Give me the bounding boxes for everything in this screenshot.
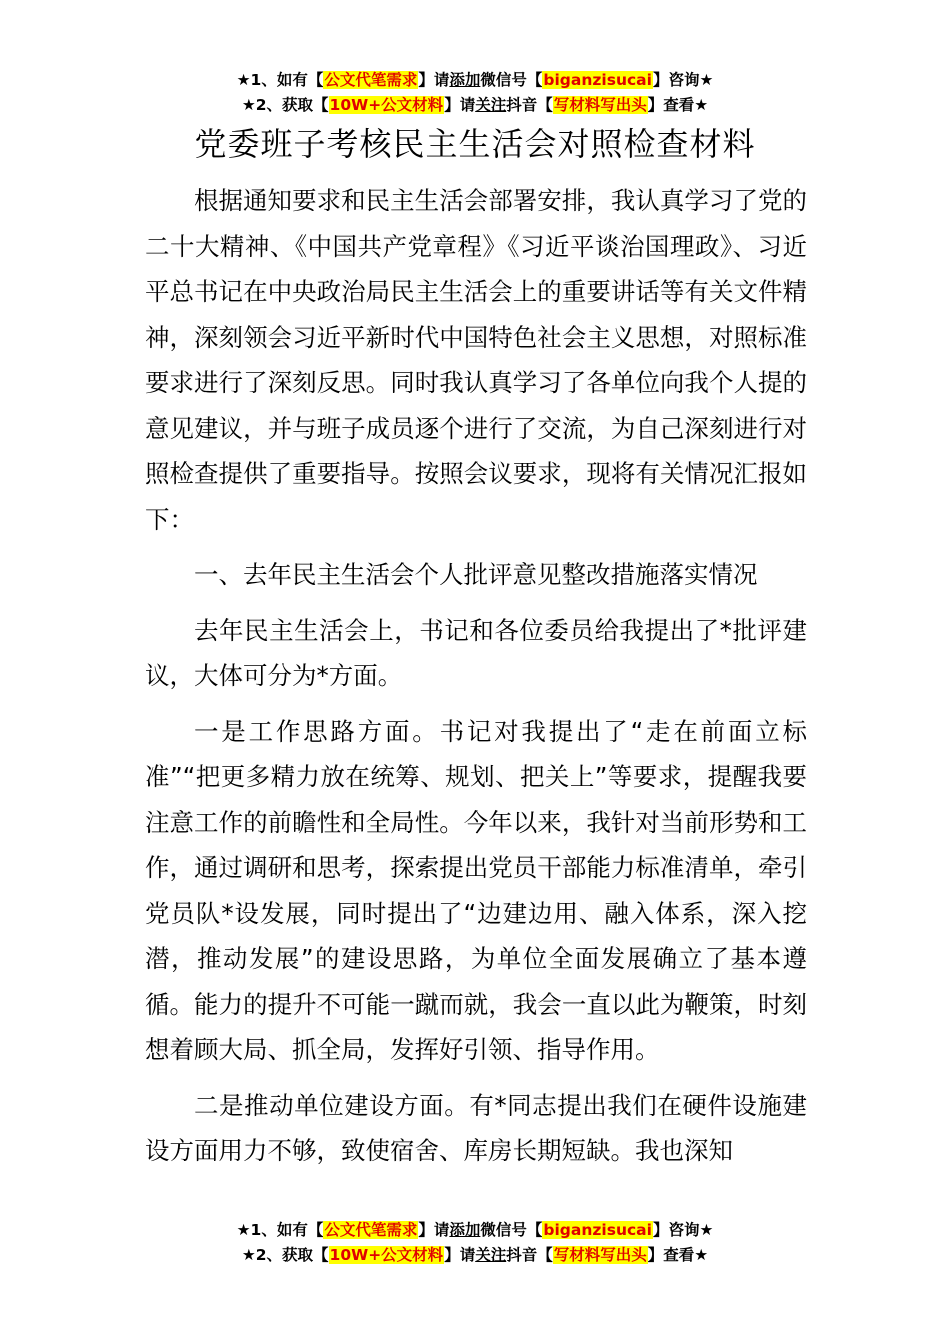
banner-text: 】咨询★ [652,71,714,89]
banner-text: 】请 [444,1246,476,1264]
paragraph-intro: 根据通知要求和民主生活会部署安排，我认真学习了党的二十大精神、《中国共产党章程》《习近平谈治国理政》、习近平总书记在中央政治局民主生活会上的重要讲话等有关文件精神，深刻领会习近平新时代中国特色社会主义思想，对照标准要求进行了深刻反思。同时我认真学习了各单位向我个人提的意见建议，并与班子成员逐个进行了交流，为自己深刻进行对照检查提供了重要指导。按照会议要求，现将有关情况汇报如下： [145,186,807,534]
banner-text: 抖音【 [506,96,553,114]
banner-text: 微信号【 [480,71,543,89]
banner-underline: 关注 [475,96,507,114]
banner-highlight: biganzisucai [543,71,652,89]
document-title: 党委班子考核民主生活会对照检查材料 [194,125,756,163]
banner-text: 】请 [418,1221,450,1239]
banner-line-2 [0,1243,950,1268]
banner-highlight: 写材料写出头 [553,1246,647,1264]
banner-highlight: 写材料写出头 [553,96,647,114]
footer-banner [0,1218,950,1268]
banner-text: 】请 [418,71,450,89]
paragraph: 去年民主生活会上，书记和各位委员给我提出了*批评建议，大体可分为*方面。 [145,615,807,690]
banner-text: 抖音【 [506,1246,553,1264]
banner-text: ★2、获取【 [241,96,329,114]
banner-line-2 [0,93,950,118]
banner-text: 】查看★ [647,1246,709,1264]
document-body [145,178,807,1184]
banner-line-1 [0,1218,950,1243]
header-banner [0,68,950,118]
banner-highlight: 10W+公文材料 [329,96,444,114]
section-heading: 一、去年民主生活会个人批评意见整改措施落实情况 [194,560,758,589]
banner-underline: 添加 [449,1221,481,1239]
banner-text: 微信号【 [480,1221,543,1239]
banner-highlight: 10W+公文材料 [329,1246,444,1264]
banner-line-1 [0,68,950,93]
banner-text: 】咨询★ [652,1221,714,1239]
paragraph: 一是工作思路方面。书记对我提出了“走在前面立标准”“把更多精力放在统筹、规划、把关上”等要求，提醒我要注意工作的前瞻性和全局性。今年以来，我针对当前形势和工作，通过调研和思考，探索提出党员干部能力标准清单，牵引党员队*设发展，同时提出了“边建边用、融入体系，深入挖潜，推动发展”的建设思路，为单位全面发展确立了基本遵循。能力的提升不可能一蹴而就，我会一直以此为鞭策，时刻想着顾大局、抓全局，发挥好引领、指导作用。 [145,716,807,1064]
banner-text: 】查看★ [647,96,709,114]
banner-underline: 添加 [449,71,481,89]
paragraph: 二是推动单位建设方面。有*同志提出我们在硬件设施建设方面用力不够，致使宿舍、库房长期短缺。我也深知 [145,1090,807,1165]
banner-text: 】请 [444,96,476,114]
banner-highlight: 公文代笔需求 [324,71,418,89]
banner-text: ★1、如有【 [236,1221,324,1239]
banner-highlight: 公文代笔需求 [324,1221,418,1239]
banner-highlight: biganzisucai [543,1221,652,1239]
banner-text: ★2、获取【 [241,1246,329,1264]
banner-underline: 关注 [475,1246,507,1264]
banner-text: ★1、如有【 [236,71,324,89]
